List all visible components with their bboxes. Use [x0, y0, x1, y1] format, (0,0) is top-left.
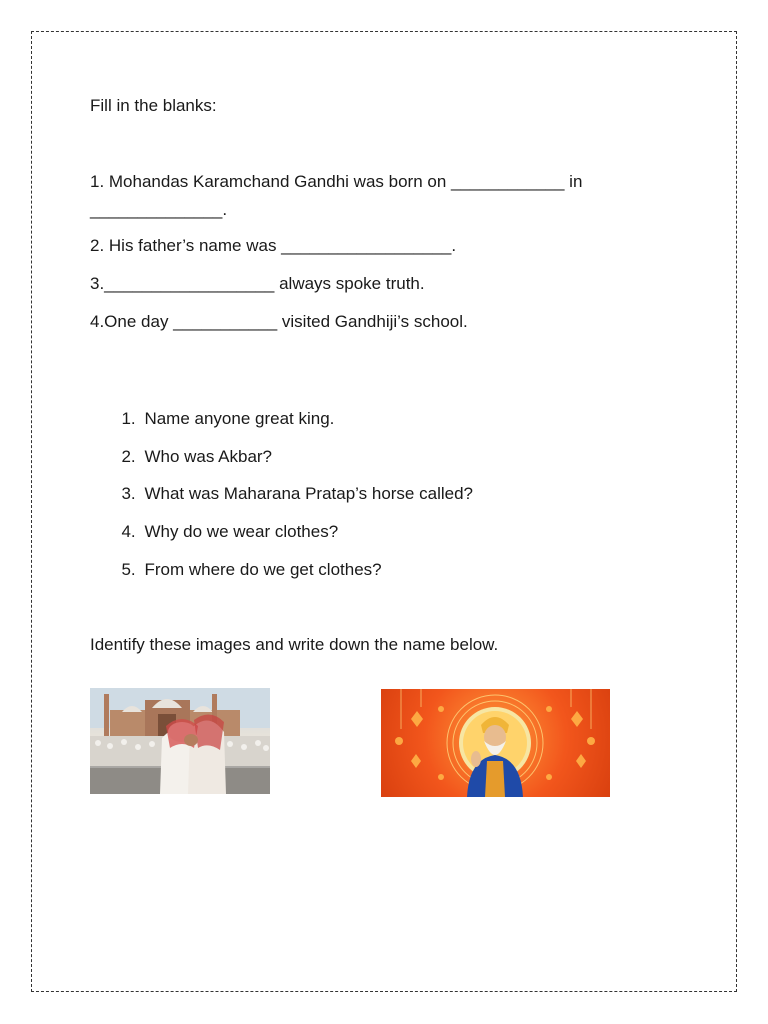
- question-text: From where do we get clothes?: [144, 560, 382, 579]
- question-text: What was Maharana Pratap’s horse called?: [144, 484, 473, 503]
- guru-portrait-orange-banner: [381, 689, 610, 797]
- question-number: 4.: [121, 522, 136, 541]
- fill-blank-line-1: 1. Mohandas Karamchand Gandhi was born on ____________ in: [90, 172, 583, 191]
- identify-heading: Identify these images and write down the name below.: [90, 635, 499, 654]
- fill-blank-line-3: 3.__________________ always spoke truth.: [90, 274, 425, 293]
- fill-blank-line-4: 4.One day ___________ visited Gandhiji’s school.: [90, 312, 468, 331]
- question-item: [112, 537, 382, 581]
- mosque-eid-photo: [90, 688, 270, 794]
- question-number: 5.: [121, 560, 136, 579]
- question-number: 1.: [121, 409, 136, 428]
- question-text: Name anyone great king.: [144, 409, 335, 428]
- question-number: 3.: [121, 484, 136, 503]
- fill-blank-line-2: 2. His father’s name was __________________.: [90, 236, 457, 255]
- question-text: Who was Akbar?: [144, 447, 273, 466]
- fill-blank-line-1-cont: ______________.: [90, 200, 228, 219]
- fill-blanks-heading: Fill in the blanks:: [90, 96, 217, 115]
- question-number: 2.: [121, 447, 136, 466]
- question-text: Why do we wear clothes?: [144, 522, 339, 541]
